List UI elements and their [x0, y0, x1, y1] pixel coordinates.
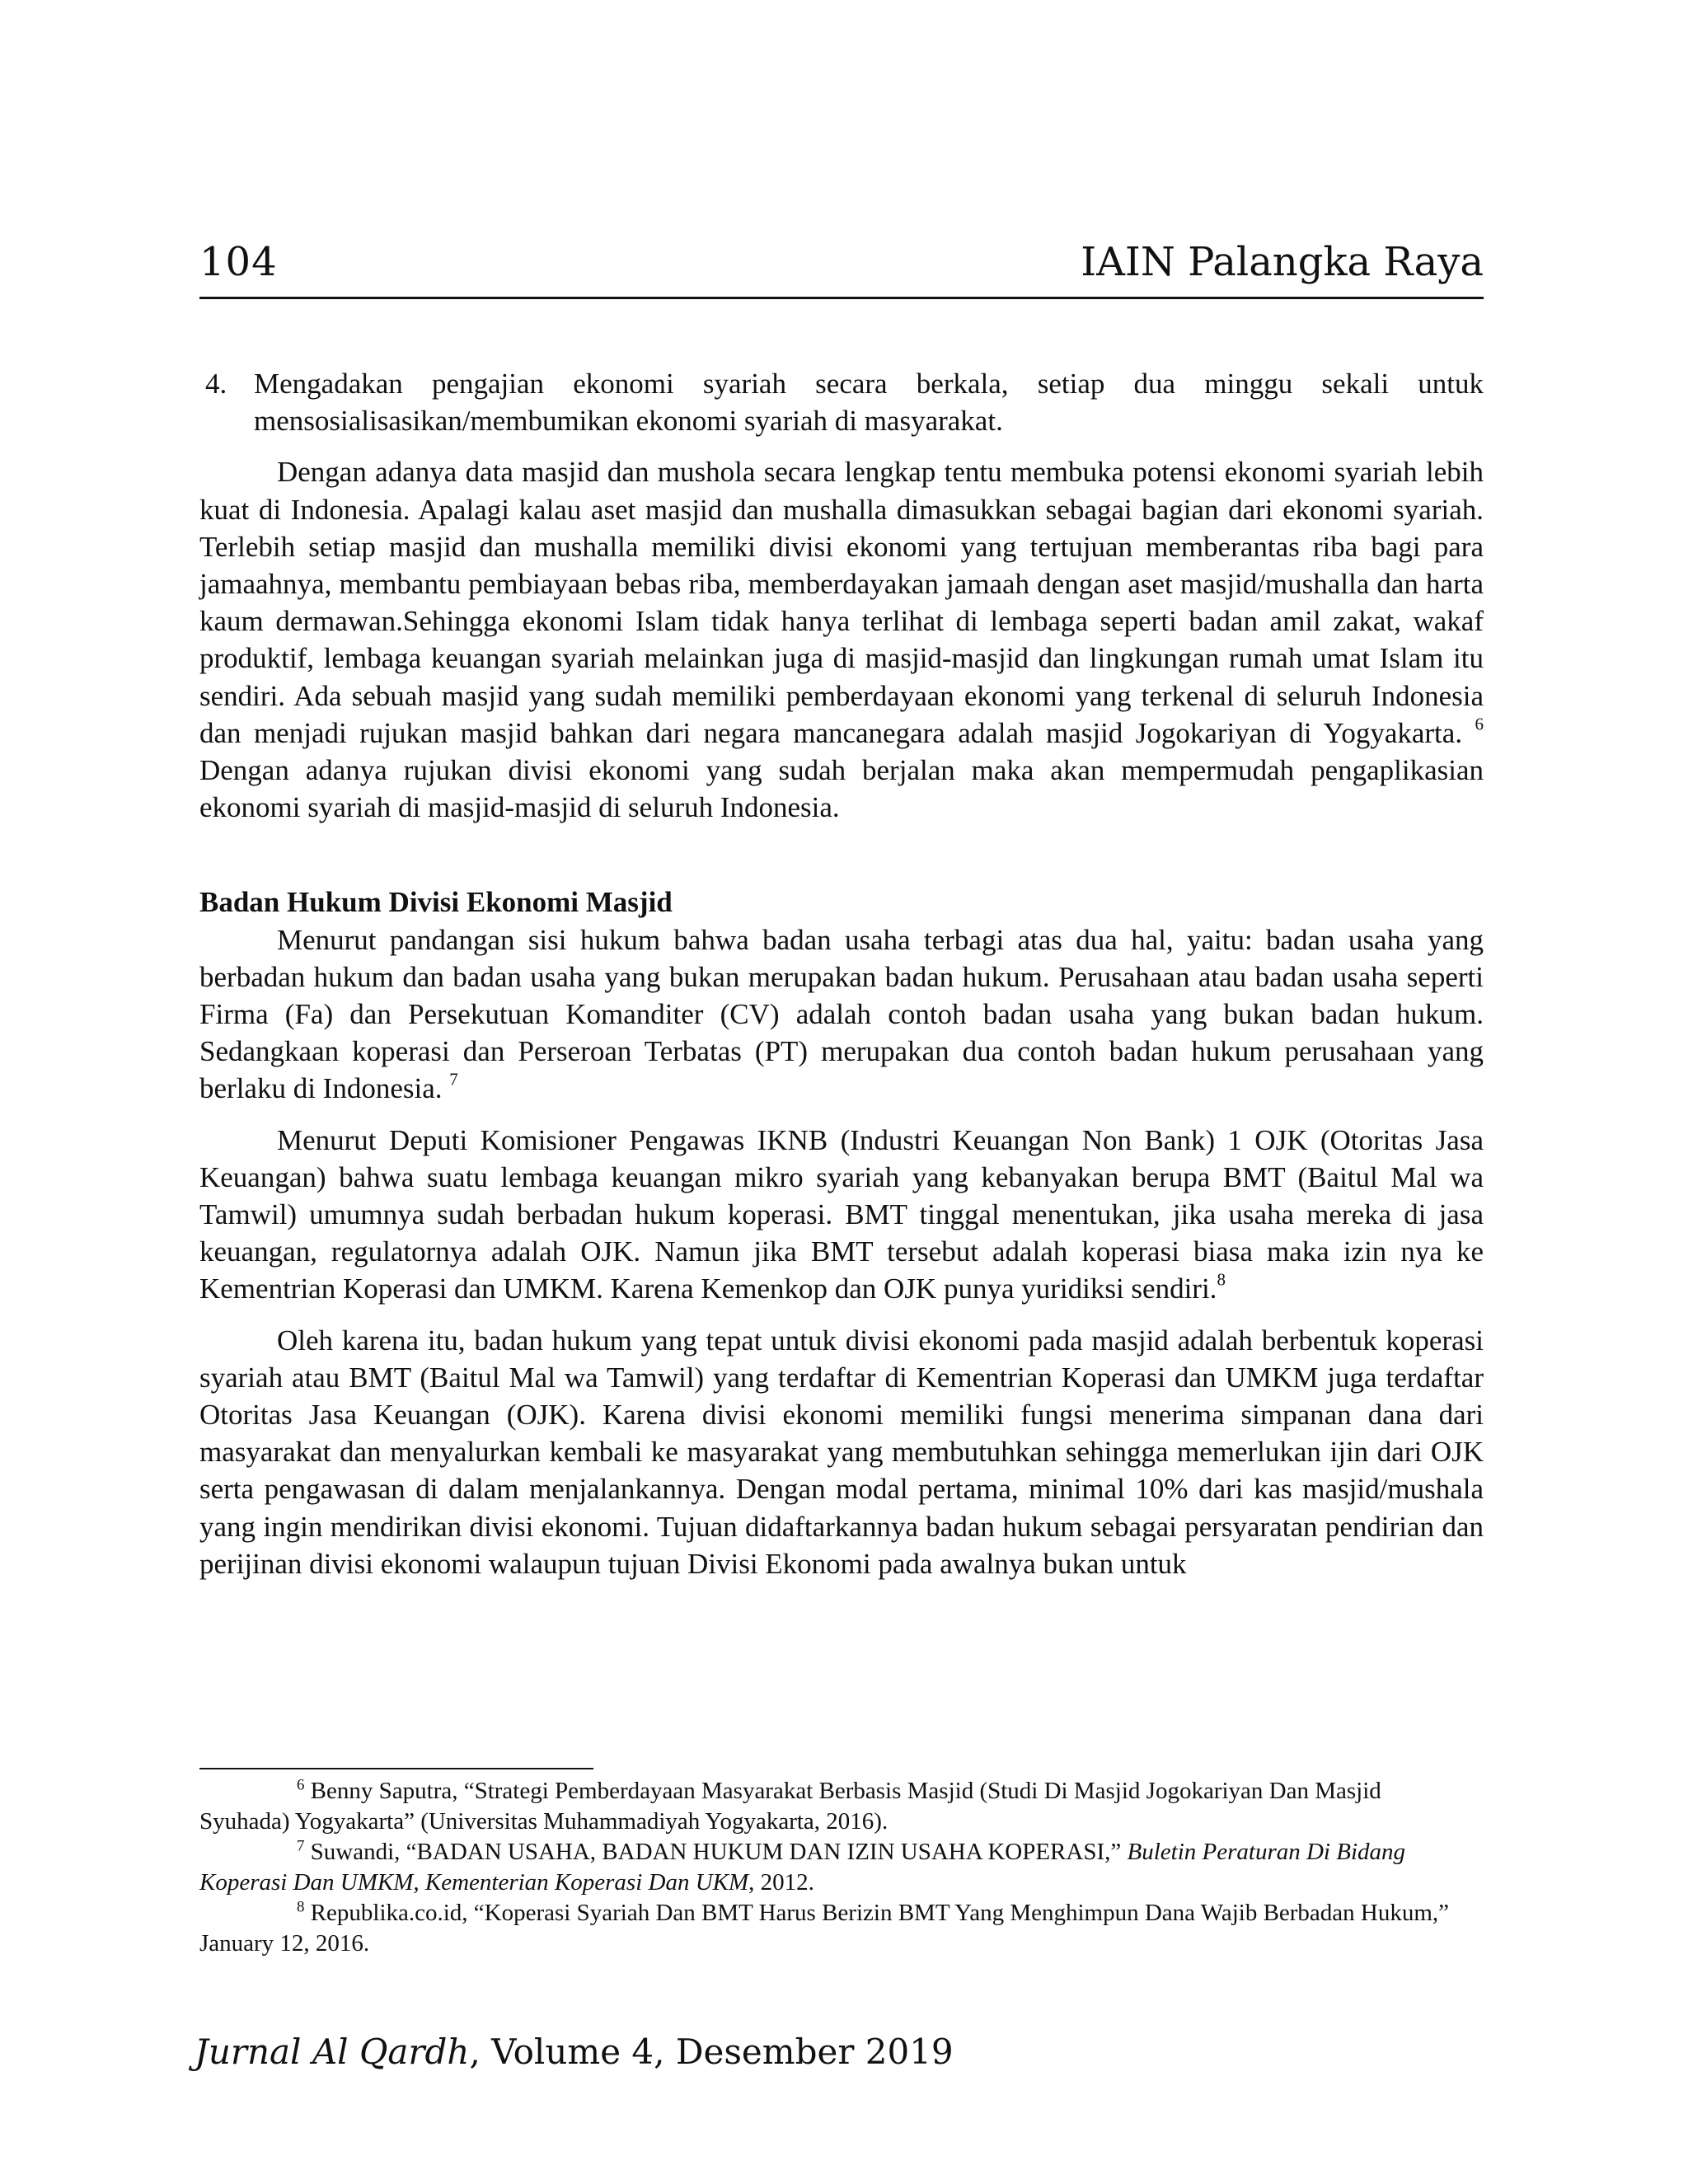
footnote-number: 7 [297, 1837, 305, 1855]
footnote-text-end: , 2012. [748, 1869, 814, 1896]
body-text [199, 365, 1484, 1582]
journal-footer [195, 2032, 954, 2072]
list-item-number: 4. [205, 368, 227, 400]
paragraph-4: Oleh karena itu, badan hukum yang tepat untuk divisi ekonomi pada masjid adalah berbentuk koperasi syariah atau BMT (Baitul Mal wa Tamwil) yang terdaftar di Kementrian Koperasi dan UMKM juga terdaftar Otoritas Jasa Keuangan (OJK). Karena divisi ekonomi memiliki fungsi menerima simpanan dana dari masyarakat dan menyalurkan kembali ke masyarakat yang membutuhkan sehingga memerlukan ijin dari OJK serta pengawasan di dalam menjalankannya. Dengan modal pertama, minimal 10% dari kas masjid/mushala yang ingin mendirikan divisi ekonomi. Tujuan didaftarkannya badan hukum sebagai persyaratan pendirian dan perijinan divisi ekonomi walaupun tujuan Divisi Ekonomi pada awalnya bukan untuk [199, 1324, 1484, 1580]
list-item [199, 365, 1484, 439]
footnotes [199, 1776, 1469, 1959]
list-item-text: Mengadakan pengajian ekonomi syariah secara berkala, setiap dua minggu sekali untuk mensosialisasikan/membumikan ekonomi syariah di masyarakat. [254, 368, 1484, 438]
footnote-rule [199, 1768, 593, 1769]
footnote-ref-8: 8 [1217, 1269, 1226, 1290]
paragraph-1-text-a: Dengan adanya data masjid dan mushola secara lengkap tentu membuka potensi ekonomi syariah lebih kuat di Indonesia. Apalagi kalau aset masjid dan mushalla dimasukkan sebagai bagian dari ekonomi syariah. Terlebih setiap masjid dan mushalla memiliki divisi ekonomi yang tertujuan memberantas riba bagi para jamaahnya, membantu pembiayaan bebas riba, memberdayakan jamaah dengan aset masjid/mushalla dan harta kaum dermawan.Sehingga ekonomi Islam tidak hanya terlihat di lembaga seperti badan amil zakat, wakaf produktif, lembaga keuangan syariah melainkan juga di masjid-masjid dan lingkungan rumah umat Islam itu sendiri. Ada sebuah masjid yang sudah memiliki pemberdayaan ekonomi yang terkenal di seluruh Indonesia dan menjadi rujukan masjid bahkan dari negara mancanegara adalah masjid Jogokariyan di Yogyakarta. [199, 456, 1484, 749]
running-head: IAIN Palangka Raya [1081, 239, 1484, 285]
footnote-ref-7: 7 [449, 1069, 458, 1090]
footnote-italic-title: Buletin Peraturan Di Bidang Koperasi Dan UMKM, Kementerian Koperasi Dan UKM [199, 1839, 1406, 1896]
footnote-7 [199, 1837, 1469, 1898]
footnote-text: Republika.co.id, “Koperasi Syariah Dan BMT Harus Berizin BMT Yang Menghimpun Dana Wajib Berbadan Hukum,” January 12, 2016. [199, 1900, 1450, 1957]
journal-name: Jurnal Al Qardh [195, 2032, 470, 2072]
footnote-6 [199, 1776, 1469, 1837]
footnote-number: 8 [297, 1898, 305, 1916]
footnote-8 [199, 1898, 1469, 1959]
footnote-text: Benny Saputra, “Strategi Pemberdayaan Masyarakat Berbasis Masjid (Studi Di Masjid Jogokariyan Dan Masjid Syuhada) Yogyakarta” (Universitas Muhammadiyah Yogyakarta, 2016). [199, 1778, 1381, 1835]
paragraph-3-text: Menurut Deputi Komisioner Pengawas IKNB (Industri Keuangan Non Bank) 1 OJK (Otoritas Jasa Keuangan) bahwa suatu lembaga keuangan mikro syariah yang kebanyakan berupa BMT (Baitul Mal wa Tamwil) umumnya sudah berbadan hukum koperasi. BMT tinggal menentukan, jika usaha mereka di jasa keuangan, regulatornya adalah OJK. Namun jika BMT tersebut adalah koperasi biasa maka izin nya ke Kementrian Koperasi dan UMKM. Karena Kemenkop dan OJK punya yuridiksi sendiri. [199, 1123, 1484, 1305]
paragraph-2 [199, 921, 1484, 1108]
footnote-text: Suwandi, “BADAN USAHA, BADAN HUKUM DAN IZIN USAHA KOPERASI,” [310, 1839, 1122, 1865]
page-number: 104 [199, 239, 278, 285]
paragraph-1 [199, 453, 1484, 826]
section-heading: Badan Hukum Divisi Ekonomi Masjid [199, 886, 673, 919]
paragraph-2-text: Menurut pandangan sisi hukum bahwa badan usaha terbagi atas dua hal, yaitu: badan usaha yang berbadan hukum dan badan usaha yang bukan merupakan badan hukum. Perusahaan atau badan usaha seperti Firma (Fa) dan Persekutuan Komanditer (CV) adalah contoh badan usaha yang bukan badan hukum. Sedangkaan koperasi dan Perseroan Terbatas (PT) merupakan dua contoh badan hukum perusahaan yang berlaku di Indonesia. [199, 923, 1484, 1105]
paragraph-3 [199, 1122, 1484, 1308]
footnote-ref-6: 6 [1475, 714, 1484, 734]
header-rule [199, 297, 1484, 299]
journal-issue: , Volume 4, Desember 2019 [469, 2032, 954, 2072]
footnote-number: 6 [297, 1776, 305, 1794]
paragraph-1-text-b: Dengan adanya rujukan divisi ekonomi yang sudah berjalan maka akan mempermudah pengaplikasian ekonomi syariah di masjid-masjid di seluruh Indonesia. [199, 754, 1484, 824]
